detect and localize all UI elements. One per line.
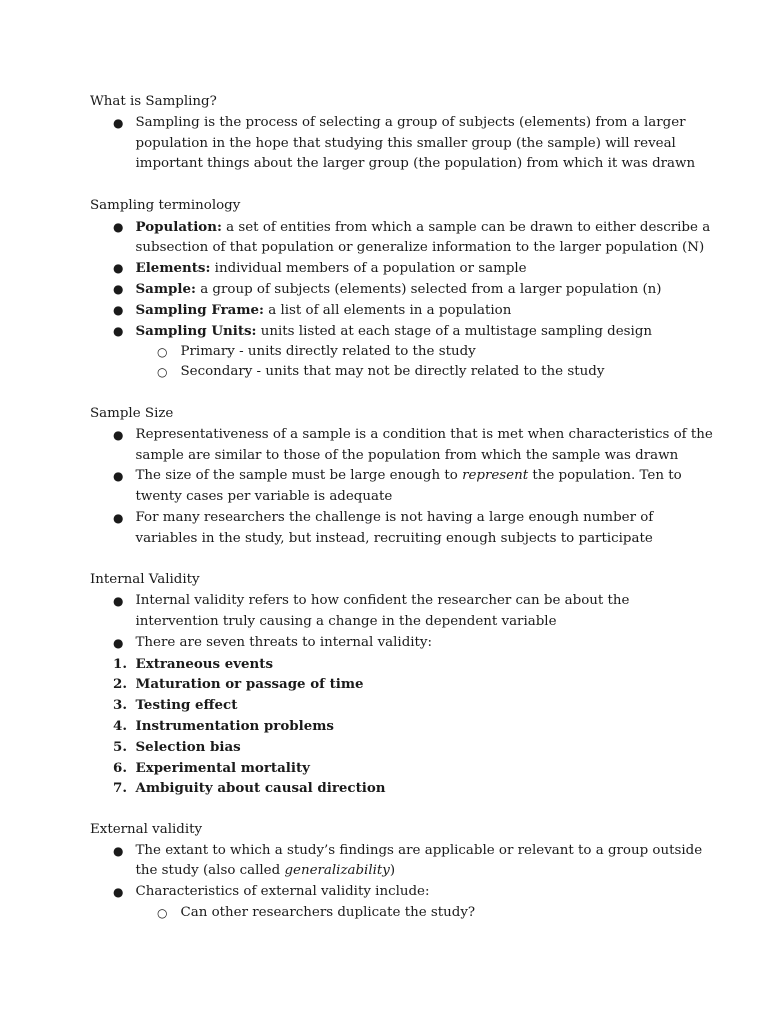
numbered-item: 4. Instrumentation problems — [90, 716, 690, 737]
list-item: ● Characteristics of external validity include: — [90, 882, 690, 903]
list-item-continuation: population in the hope that studying this smaller group (the sample) will reveal — [135, 135, 676, 151]
list-item-continuation: the study (also called generalizability) — [135, 863, 396, 879]
list-item: ● Sampling Units: units listed at each stage of a multistage sampling design — [90, 321, 690, 342]
bullet-icon: ● — [113, 302, 124, 317]
term-sampling-frame: Sampling Frame: — [135, 301, 264, 318]
list-item: ● There are seven threats to internal validity: — [90, 633, 690, 654]
list-item-continuation: variables in the study, but instead, recruiting enough subjects to participate — [135, 530, 653, 546]
term-sampling-units: Sampling Units: — [135, 322, 257, 339]
section-heading-what-is-sampling: What is Sampling? — [90, 94, 217, 109]
list-item-continuation: subsection of that population or generalize information to the larger population (N) — [135, 239, 705, 255]
list-item: ● The extant to which a study’s findings are applicable or relevant to a group outside — [90, 841, 690, 862]
item-number: 4. — [113, 717, 127, 734]
bullet-icon: ● — [113, 115, 124, 130]
numbered-item: 2. Maturation or passage of time — [90, 674, 690, 695]
document-body — [90, 92, 713, 924]
bullet-icon: ● — [113, 323, 124, 338]
bullet-icon: ● — [113, 510, 124, 525]
bullet-icon: ● — [113, 427, 124, 442]
item-number: 5. — [113, 738, 127, 755]
sub-list-item: ○ Primary - units directly related to the study — [90, 342, 690, 363]
circle-bullet-icon: ○ — [157, 344, 168, 359]
bullet-icon: ● — [113, 843, 124, 858]
numbered-item: 5. Selection bias — [90, 737, 690, 758]
numbered-item: 1. Extraneous events — [90, 654, 690, 675]
bullet-icon: ● — [113, 261, 124, 276]
bullet-icon: ● — [113, 594, 124, 609]
bullet-icon: ● — [113, 219, 124, 234]
item-number: 2. — [113, 676, 127, 693]
numbered-item: 7. Ambiguity about causal direction — [90, 778, 690, 799]
sub-list-item: ○ Can other researchers duplicate the study? — [90, 903, 690, 924]
section-heading-sampling-terminology: Sampling terminology — [90, 197, 241, 213]
list-item: ● Sampling is the process of selecting a group of subjects (elements) from a larger — [90, 113, 690, 134]
list-item: ● Internal validity refers to how confident the researcher can be about the — [90, 591, 690, 612]
section-heading-sample-size: Sample Size — [90, 405, 174, 421]
list-item-continuation: sample are similar to those of the population from which the sample was drawn — [135, 447, 679, 463]
list-item-continuation: important things about the larger group (the population) from which it was drawn — [135, 156, 696, 172]
list-item: ● The size of the sample must be large enough to represent the population. Ten to — [90, 466, 690, 487]
item-number: 1. — [113, 655, 127, 672]
list-item: ● For many researchers the challenge is not having a large enough number of — [90, 508, 690, 529]
list-item: ● Sampling Frame: a list of all elements in a population — [90, 300, 690, 321]
bullet-icon: ● — [113, 469, 124, 484]
bullet-icon: ● — [113, 885, 124, 900]
list-item-continuation: intervention truly causing a change in the dependent variable — [135, 613, 557, 629]
list-item: ● Representativeness of a sample is a condition that is met when characteristics of the — [90, 425, 690, 446]
list-item: ● Sample: a group of subjects (elements) selected from a larger population (n) — [90, 279, 690, 300]
term-sample: Sample: — [135, 281, 196, 298]
circle-bullet-icon: ○ — [157, 365, 168, 380]
list-item-continuation: twenty cases per variable is adequate — [135, 489, 393, 505]
numbered-item: 6. Experimental mortality — [90, 758, 690, 779]
emphasis-generalizability: generalizability — [284, 863, 390, 879]
item-number: 6. — [113, 759, 127, 776]
list-item: ● Population: a set of entities from which a sample can be drawn to either describe a — [90, 217, 690, 238]
term-elements: Elements: — [135, 260, 211, 277]
term-population: Population: — [135, 218, 222, 235]
emphasis-represent: represent — [462, 468, 529, 484]
sub-list-item: ○ Secondary - units that may not be directly related to the study — [90, 362, 690, 383]
bullet-icon: ● — [113, 282, 124, 297]
section-heading-internal-validity: Internal Validity — [90, 572, 200, 588]
circle-bullet-icon: ○ — [157, 906, 168, 921]
list-item: ● Elements: individual members of a population or sample — [90, 258, 690, 279]
numbered-item: 3. Testing effect — [90, 695, 690, 716]
section-heading-external-validity: External validity — [90, 821, 203, 837]
bullet-icon: ● — [113, 635, 124, 650]
item-number: 7. — [113, 780, 127, 797]
item-number: 3. — [113, 697, 127, 714]
